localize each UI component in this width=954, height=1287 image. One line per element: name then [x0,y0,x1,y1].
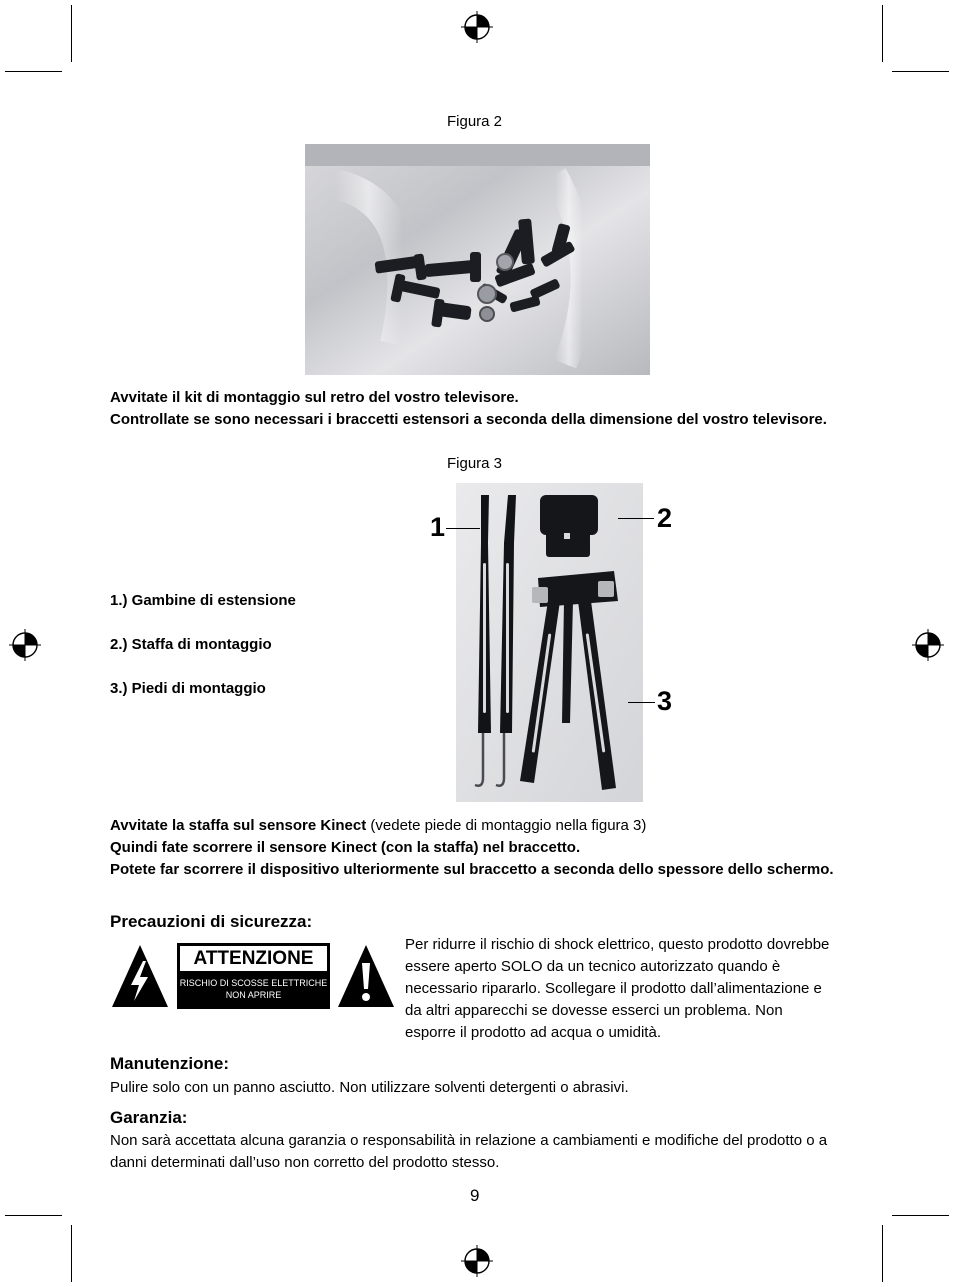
crop-mark [882,1225,883,1282]
warranty-heading: Garanzia: [110,1108,188,1127]
electric-shock-warning-icon [110,943,170,1009]
attenzione-subtitle: RISCHIO DI SCOSSE ELETTRICHE NON APRIRE [179,978,328,1000]
parts-list-item: 3.) Piedi di montaggio [110,680,266,697]
safety-text: Per ridurre il rischio di shock elettrico, questo prodotto dovrebbe essere aperto SOLO da un tecnico autorizzato quando è necessario ripararlo. Scollegare il prodotto dall’alimentazione e da altri apparecchi se dovesse esserci un problema. Non esporre il prodotto ad acqua o umidità. [405,936,830,1041]
safety-heading: Precauzioni di sicurezza: [110,912,313,931]
instruction-line: Quindi fate scorrere il sensore Kinect (con la staffa) nel braccetto. [110,839,581,856]
page-number: 9 [470,1186,480,1205]
figure-3-caption: Figura 3 [447,455,503,472]
attenzione-title-box [180,946,327,971]
crop-mark [71,5,72,62]
figure-2-caption: Figura 2 [447,113,503,130]
instruction-line: Avvitate la staffa sul sensore Kinect (vedete piede di montaggio nella figura 3) [110,817,647,834]
instruction-text [110,387,830,431]
crop-mark [882,5,883,62]
instruction-line: Controllate se sono necessari i braccetti estensori a seconda della dimensione del vostro televisore. [110,411,827,428]
maintenance-text: Pulire solo con un panno asciutto. Non utilizzare solventi detergenti o abrasivi. [110,1079,629,1096]
registration-mark-icon [460,10,494,44]
instruction-line: Potete far scorrere il dispositivo ulteriormente sul braccetto a seconda dello spessore dello schermo. [110,861,834,878]
screws-bag-photo [305,144,650,375]
instruction-line: Avvitate il kit di montaggio sul retro del vostro televisore. [110,389,519,406]
registration-mark-icon [911,628,945,662]
crop-mark [71,1225,72,1282]
callout-3-leader [628,702,655,703]
parts-list-item: 1.) Gambine di estensione [110,592,296,609]
crop-mark [892,1215,949,1216]
callout-2-leader [618,518,654,519]
mount-parts-photo [456,483,643,802]
warranty-text: Non sarà accettata alcuna garanzia o responsabilità in relazione a cambiamenti e modifiche del prodotto o a danni determinati dall’uso non corretto del prodotto stesso. [110,1132,828,1171]
crop-mark [5,71,62,72]
maintenance-heading: Manutenzione: [110,1054,229,1073]
exclamation-warning-icon [336,943,396,1009]
registration-mark-icon [460,1244,494,1278]
crop-mark [5,1215,62,1216]
instruction-text [110,815,840,881]
callout-1-leader [446,528,480,529]
callout-1: 1 [430,512,446,542]
parts-list-item: 2.) Staffa di montaggio [110,636,272,653]
callout-3: 3 [657,686,673,716]
attenzione-label [177,943,330,1009]
crop-mark [892,71,949,72]
attenzione-title: ATTENZIONE [193,948,314,969]
callout-2: 2 [657,503,673,533]
registration-mark-icon [8,628,42,662]
